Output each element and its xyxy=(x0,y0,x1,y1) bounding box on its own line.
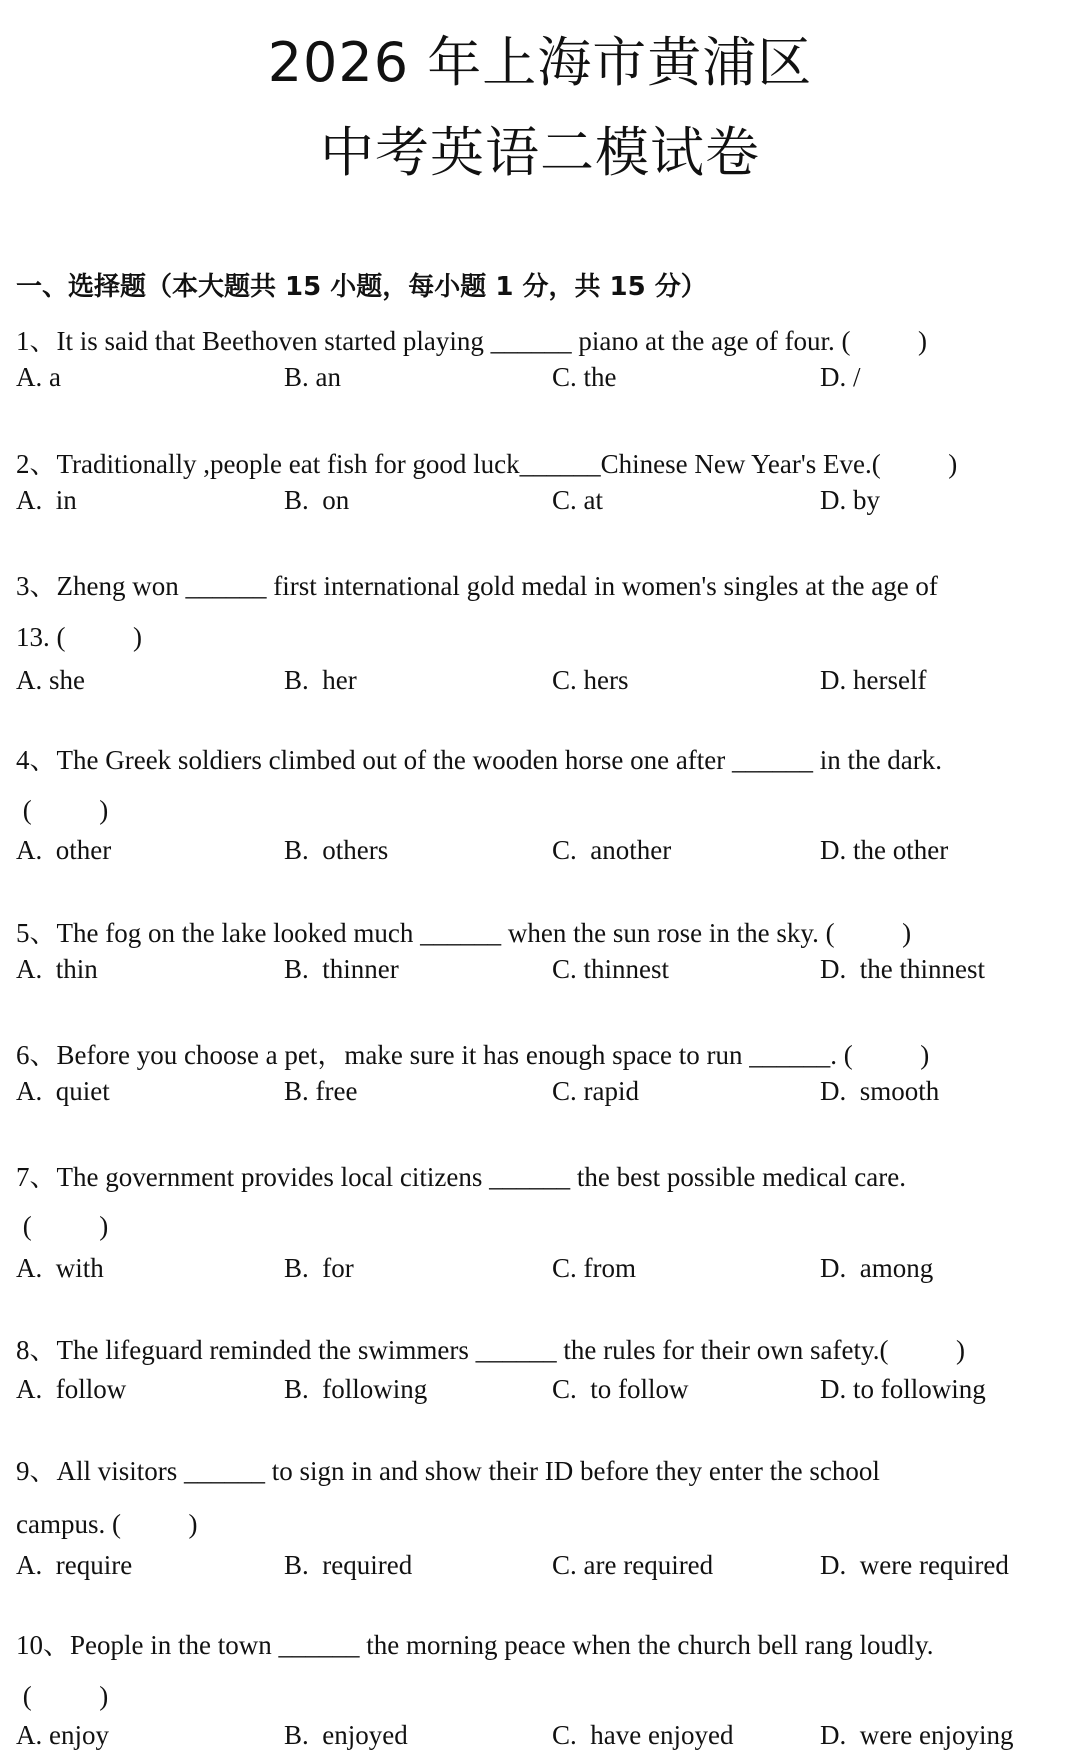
option-a[interactable]: A. follow xyxy=(16,1374,127,1404)
question-stem-continued: campus. ( ) xyxy=(16,1509,198,1539)
option-d[interactable]: D. to following xyxy=(820,1374,986,1404)
option-c[interactable]: C. at xyxy=(552,485,603,515)
option-c[interactable]: C. thinnest xyxy=(552,954,670,984)
question-stem: 7、The government provides local citizens ______ the best possible medical care. xyxy=(16,1162,906,1192)
option-b[interactable]: B. free xyxy=(284,1076,358,1106)
option-d[interactable]: D. the other xyxy=(820,835,949,865)
option-b[interactable]: B. her xyxy=(284,665,357,695)
section-heading: 一、选择题（本大题共 15 小题，每小题 1 分，共 15 分） xyxy=(16,272,707,302)
option-b[interactable]: B. following xyxy=(284,1374,428,1404)
option-a[interactable]: A. she xyxy=(16,665,85,695)
question-stem: 10、People in the town ______ the morning peace when the church bell rang loudly. xyxy=(16,1630,934,1660)
option-d[interactable]: D. among xyxy=(820,1253,934,1283)
option-d[interactable]: D. by xyxy=(820,485,880,515)
option-a[interactable]: A. quiet xyxy=(16,1076,110,1106)
option-b[interactable]: B. others xyxy=(284,835,389,865)
option-b[interactable]: B. an xyxy=(284,362,341,392)
option-c[interactable]: C. from xyxy=(552,1253,636,1283)
option-b[interactable]: B. required xyxy=(284,1550,413,1580)
question-stem: 4、The Greek soldiers climbed out of the wooden horse one after ______ in the dark. xyxy=(16,745,942,775)
exam-title-line2: 中考英语二模试卷 xyxy=(320,121,760,184)
option-a[interactable]: A. in xyxy=(16,485,77,515)
option-c[interactable]: C. to follow xyxy=(552,1374,689,1404)
option-a[interactable]: A. thin xyxy=(16,954,98,984)
option-a[interactable]: A. other xyxy=(16,835,112,865)
question-stem-continued: ( ) xyxy=(16,1681,109,1711)
option-c[interactable]: C. hers xyxy=(552,665,629,695)
question-stem: 9、All visitors ______ to sign in and show their ID before they enter the school xyxy=(16,1456,880,1486)
question-stem-continued: ( ) xyxy=(16,1211,109,1241)
option-c[interactable]: C. rapid xyxy=(552,1076,639,1106)
option-d[interactable]: D. the thinnest xyxy=(820,954,985,984)
option-a[interactable]: A. require xyxy=(16,1550,133,1580)
option-b[interactable]: B. enjoyed xyxy=(284,1720,408,1750)
option-c[interactable]: C. have enjoyed xyxy=(552,1720,734,1750)
option-d[interactable]: D. were enjoying xyxy=(820,1720,1014,1750)
option-d[interactable]: D. smooth xyxy=(820,1076,940,1106)
option-c[interactable]: C. are required xyxy=(552,1550,714,1580)
question-stem: 3、Zheng won ______ first international gold medal in women's singles at the age of xyxy=(16,571,938,601)
question-stem: 1、It is said that Beethoven started playing ______ piano at the age of four. ( ) xyxy=(16,326,928,356)
question-stem: 2、Traditionally ,people eat fish for good luck______Chinese New Year's Eve.( ) xyxy=(16,449,958,479)
option-a[interactable]: A. enjoy xyxy=(16,1720,109,1750)
option-a[interactable]: A. a xyxy=(16,362,61,392)
option-b[interactable]: B. thinner xyxy=(284,954,399,984)
option-c[interactable]: C. the xyxy=(552,362,617,392)
option-a[interactable]: A. with xyxy=(16,1253,104,1283)
option-d[interactable]: D. were required xyxy=(820,1550,1009,1580)
exam-title-line1: 2026 年上海市黄浦区 xyxy=(267,31,813,94)
option-b[interactable]: B. on xyxy=(284,485,350,515)
option-d[interactable]: D. herself xyxy=(820,665,927,695)
question-stem: 6、Before you choose a pet，make sure it has enough space to run ______. ( ) xyxy=(16,1040,930,1070)
option-d[interactable]: D. / xyxy=(820,362,861,392)
option-c[interactable]: C. another xyxy=(552,835,672,865)
question-stem: 5、The fog on the lake looked much ______ when the sun rose in the sky. ( ) xyxy=(16,918,912,948)
question-stem-continued: ( ) xyxy=(16,795,109,825)
question-stem: 8、The lifeguard reminded the swimmers ______ the rules for their own safety.( ) xyxy=(16,1335,965,1365)
option-b[interactable]: B. for xyxy=(284,1253,354,1283)
question-stem-continued: 13. ( ) xyxy=(16,622,142,652)
